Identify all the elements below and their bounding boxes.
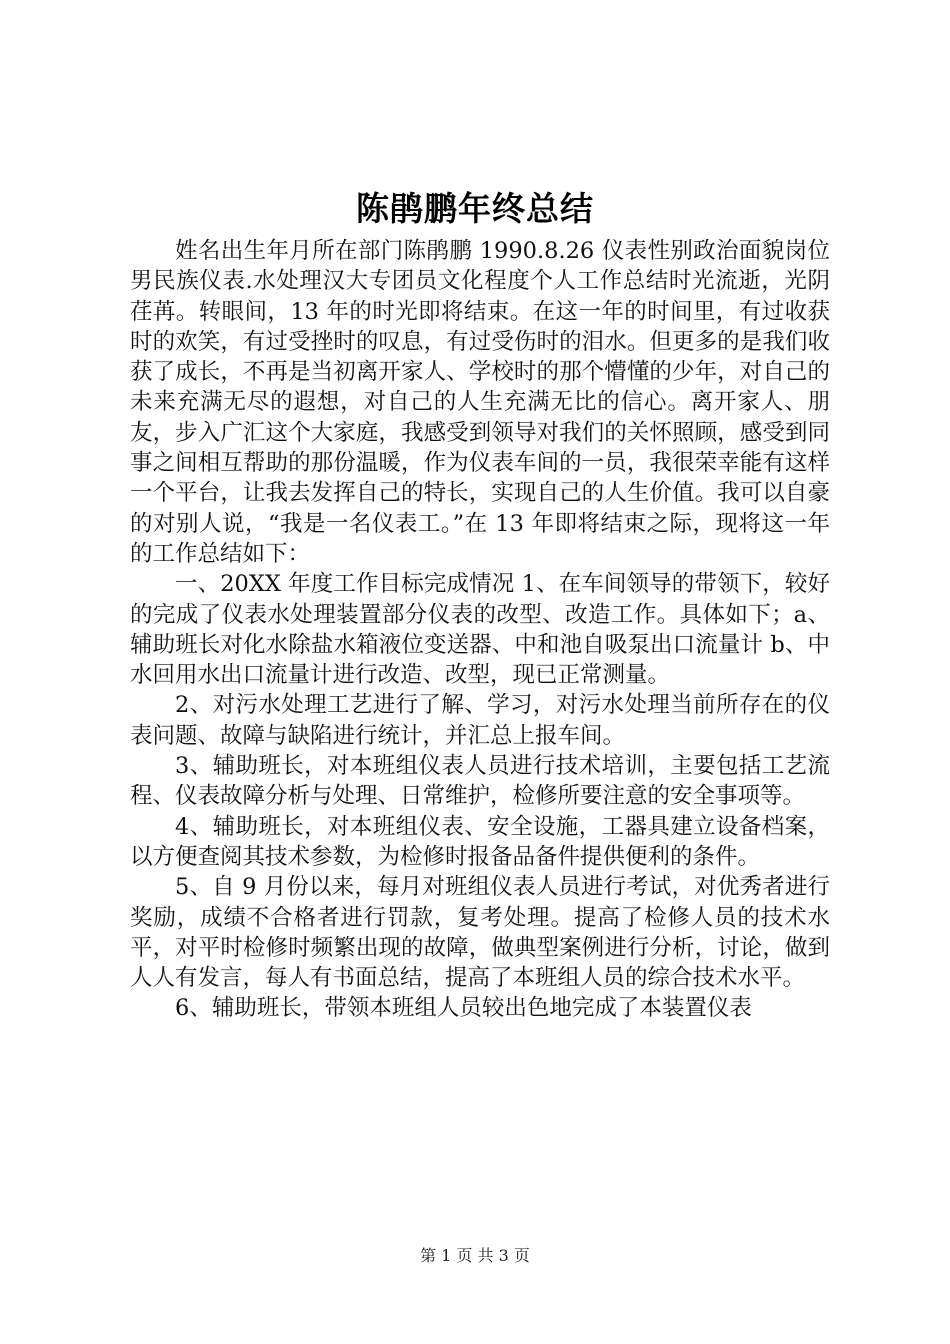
paragraph-item-2: 2、对污水处理工艺进行了解、学习，对污水处理当前所存在的仪表问题、故障与缺陷进行统计，并汇总上报车间。 bbox=[130, 692, 830, 749]
paragraph-item-6: 6、辅助班长，带领本班组人员较出色地完成了本装置仪表 bbox=[175, 995, 752, 1022]
paragraph-section-1: 一、20XX 年度工作目标完成情况 1、在车间领导的带领下，较好的完成了仪表水处理装置部分仪表的改型、改造工作。具体如下；a、辅助班长对化水除盐水箱液位变送器、中和池自吸泵出口流量计 b、中水回用水出口流量计进行改造、改型，现已正常测量。 bbox=[130, 571, 830, 689]
page-number-footer: 第 1 页 共 3 页 bbox=[420, 1246, 530, 1265]
document-title: 陈鹃鹏年终总结 bbox=[356, 189, 594, 228]
paragraph-item-5: 5、自 9 月份以来，每月对班组仪表人员进行考试，对优秀者进行奖励，成绩不合格者进行罚款，复考处理。提高了检修人员的技术水平，对平时检修时频繁出现的故障，做典型案例进行分析，讨论，做到人人有发言，每人有书面总结，提高了本班组人员的综合技术水平。 bbox=[130, 874, 830, 992]
paragraph-intro: 姓名出生年月所在部门陈鹃鹏 1990.8.26 仪表性别政治面貌岗位男民族仪表.水处理汉大专团员文化程度个人工作总结时光流逝，光阴荏苒。转眼间，13 年的时光即将结束。在这一年的时间里，有过收获时的欢笑，有过受挫时的叹息，有过受伤时的泪水。但更多的是我们收获了成长，不再是当初离开家人、学校时的那个懵懂的少年，对自己的未来充满无尽的遐想，对自己的人生充满无比的信心。离开家人、朋友，步入广汇这个大家庭，我感受到领导对我们的关怀照顾，感受到同事之间相互帮助的那份温暖，作为仪表车间的一员，我很荣幸能有这样一个平台，让我去发挥自己的特长，实现自己的人生价值。我可以自豪的对别人说，“我是一名仪表工。”在 13 年即将结束之际，现将这一年的工作总结如下： bbox=[130, 238, 830, 567]
paragraph-item-3: 3、辅助班长，对本班组仪表人员进行技术培训，主要包括工艺流程、仪表故障分析与处理、日常维护，检修所要注意的安全事项等。 bbox=[130, 753, 830, 810]
document-body bbox=[130, 236, 830, 1024]
paragraph-item-4: 4、辅助班长，对本班组仪表、安全设施，工器具建立设备档案，以方便查阅其技术参数，为检修时报备品备件提供便利的条件。 bbox=[130, 813, 830, 870]
